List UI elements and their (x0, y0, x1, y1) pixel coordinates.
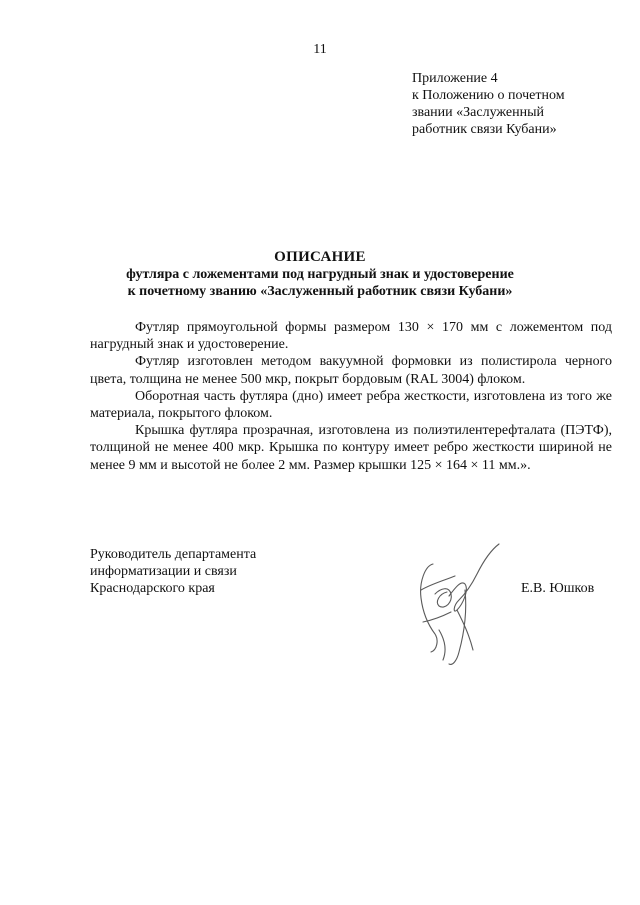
signatory-position-line: Руководитель департамента (90, 547, 257, 562)
body-paragraph: Оборотная часть футляра (дно) имеет ребра жесткости, изготовлена из того же материала, покрытого флоком. (90, 388, 612, 422)
document-subtitle-line: к почетному званию «Заслуженный работник связи Кубани» (127, 284, 513, 299)
appendix-line: Приложение 4 (412, 71, 498, 86)
document-title: ОПИСАНИЕ (274, 249, 366, 265)
handwritten-signature (395, 530, 505, 670)
document-heading (0, 248, 640, 300)
signatory-position (90, 546, 256, 597)
document-subtitle-line: футляра с ложементами под нагрудный знак и удостоверение (126, 267, 514, 282)
appendix-line: работник связи Кубани» (412, 122, 557, 137)
appendix-line: к Положению о почетном (412, 88, 565, 103)
body-paragraph: Футляр прямоугольной формы размером 130 × 170 мм с ложементом под нагрудный знак и удостоверение. (90, 320, 612, 353)
page-number: 11 (313, 42, 327, 57)
body-paragraph: Футляр изготовлен методом вакуумной формовки из полистирола черного цвета, толщина не менее 500 мкр, покрыт бордовым (RAL 3004) флоком. (90, 354, 612, 387)
signatory-position-line: Краснодарского края (90, 581, 215, 596)
body-paragraph: Крышка футляра прозрачная, изготовлена из полиэтилентерефталата (ПЭТФ), толщиной не менее 400 мкр. Крышка по контуру имеет ребро жесткости шириной не менее 9 мм и высотой не более 2 мм. Размер крышки 125 × 164 × 11 мм.». (90, 423, 612, 473)
document-body (90, 319, 612, 474)
signatory-name: Е.В. Юшков (521, 581, 595, 596)
signatory-position-line: информатизации и связи (90, 564, 237, 579)
appendix-line: звании «Заслуженный (412, 105, 544, 120)
appendix-note (412, 70, 622, 138)
